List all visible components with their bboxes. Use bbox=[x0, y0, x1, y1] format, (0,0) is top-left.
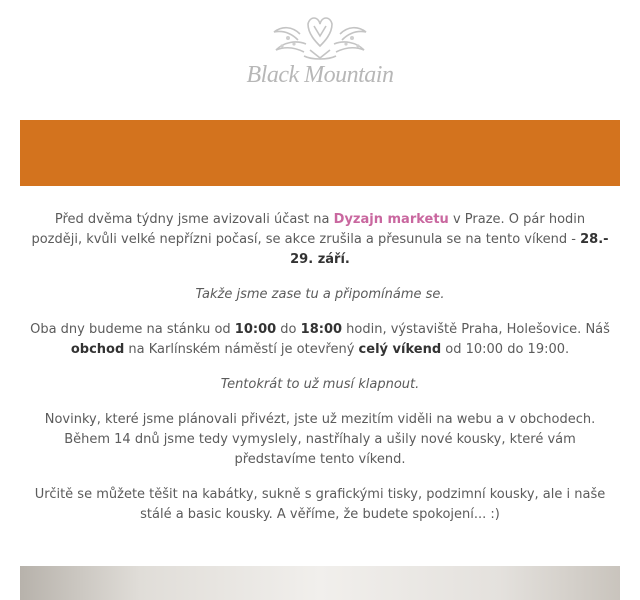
text-span: na Karlínském náměstí je otevřený bbox=[124, 342, 359, 357]
text-span: do bbox=[276, 322, 301, 337]
text-span: Před dvěma týdny jsme avizovali účast na bbox=[54, 212, 334, 227]
text-span: v Praze. O pár hodin později, kvůli velké nepřízni počasí, se akce zrušila a přesunula se na tento víkend - bbox=[31, 212, 586, 247]
text-span: od 10:00 do 19:00. bbox=[441, 342, 570, 357]
event-date: 28.- 29. září. bbox=[290, 232, 609, 267]
time-start: 10:00 bbox=[234, 322, 277, 337]
paragraph-hours bbox=[30, 320, 610, 360]
time-end: 18:00 bbox=[300, 322, 343, 337]
product-photo[interactable] bbox=[20, 566, 620, 600]
shop-word: obchod bbox=[70, 342, 125, 357]
paragraph-reminder: Takže jsme zase tu a připomínáme se. bbox=[195, 287, 445, 302]
newsletter-body bbox=[30, 210, 610, 540]
text-span: hodin, výstaviště Praha, Holešovice. Náš bbox=[342, 322, 610, 337]
header-banner bbox=[20, 120, 620, 186]
paragraph-outro: Určitě se můžete těšit na kabátky, sukně s grafickými tisky, podzimní kousky, ale i naše stálé a basic kousky. A věříme, že budete spokojení... :) bbox=[34, 487, 606, 522]
paragraph-tagline: Tentokrát to už musí klapnout. bbox=[220, 377, 420, 392]
text-span: Oba dny budeme na stánku od bbox=[30, 322, 235, 337]
brand-logo[interactable] bbox=[0, 0, 640, 120]
paragraph-intro bbox=[30, 210, 610, 270]
weekend-word: celý víkend bbox=[358, 342, 442, 357]
brand-name: Black Mountain bbox=[246, 62, 394, 88]
dyzajn-market-link[interactable]: Dyzajn marketu bbox=[333, 212, 449, 227]
paragraph-news: Novinky, které jsme plánovali přivézt, jste už mezitím viděli na webu a v obchodech. Během 14 dnů jsme tedy vymyslely, nastříhaly a ušily nové kousky, které vám představíme tento víkend. bbox=[44, 412, 596, 467]
black-mountain-crest-icon bbox=[270, 14, 370, 66]
